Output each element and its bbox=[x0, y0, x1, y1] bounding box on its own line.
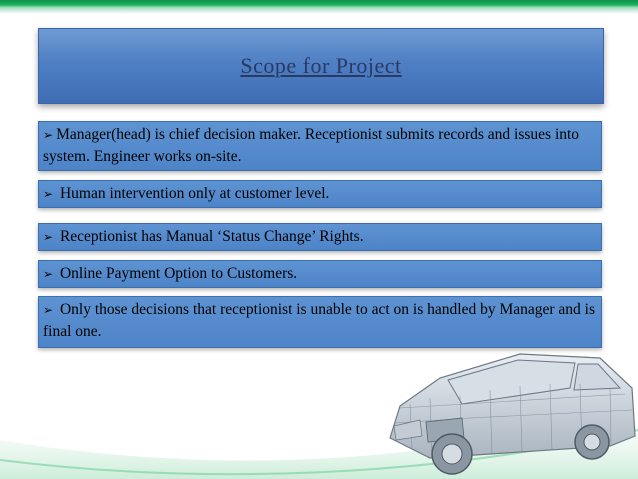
top-green-band bbox=[0, 0, 638, 8]
arrow-bullet-icon: ➢ bbox=[43, 187, 54, 201]
bullet-text-1: Manager(head) is chief decision maker. Receptionist submits records and issues into system. Engineer works on-site. bbox=[43, 126, 580, 165]
bullet-text-4: Online Payment Option to Customers. bbox=[56, 265, 298, 282]
bullet-box-1 bbox=[38, 121, 602, 171]
title-bar bbox=[38, 28, 604, 104]
arrow-bullet-icon: ➢ bbox=[43, 230, 54, 244]
arrow-bullet-icon: ➢ bbox=[43, 303, 54, 317]
slide-title: Scope for Project bbox=[240, 53, 402, 78]
car-illustration bbox=[370, 318, 638, 479]
bullet-text-2: Human intervention only at customer level. bbox=[56, 185, 330, 202]
bullet-box-3 bbox=[38, 223, 602, 251]
bullet-box-2 bbox=[38, 180, 602, 208]
bullet-text-3: Receptionist has Manual ‘Status Change’ Rights. bbox=[56, 228, 364, 245]
arrow-bullet-icon: ➢ bbox=[43, 267, 54, 281]
bullet-box-4 bbox=[38, 260, 602, 288]
bullet-text-5: Only those decisions that receptionist is unable to act on is handled by Manager and is final one. bbox=[43, 301, 595, 340]
arrow-bullet-icon: ➢ bbox=[43, 128, 54, 142]
